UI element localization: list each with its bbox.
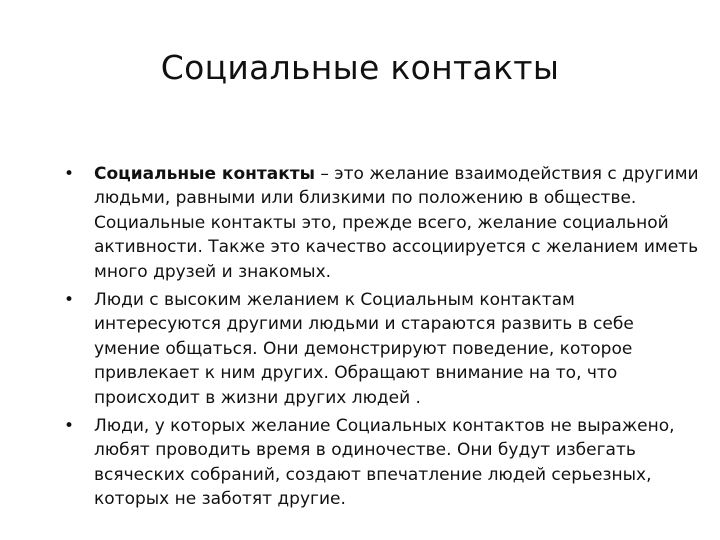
bullet-text-1: – это желание взаимодействия с другими людьми, равными или близкими по положению в обществе. Социальные контакты это, прежде всего, желание социальной активности. Также это качество ассоциируется с желанием иметь много друзей и знакомых. — [94, 164, 699, 282]
bullet-icon: • — [64, 290, 75, 311]
bullet-item-1 — [64, 162, 704, 284]
bullet-item-2 — [64, 288, 704, 410]
bullet-text-3: Люди, у которых желание Социальных контактов не выражено, любят проводить время в одиночестве. Они будут избегать всяческих собраний, создают впечатление людей серьезных, которых не заботят другие. — [94, 416, 675, 510]
bullet-item-3 — [64, 414, 704, 512]
bullet-text-2: Люди с высоким желанием к Социальным контактам интересуются другими людьми и стараются развить в себе умение общаться. Они демонстрируют поведение, которое привлекает к ним других. Обращают внимание на то, что происходит в жизни других людей . — [94, 290, 634, 408]
bullet-term: Социальные контакты — [94, 164, 315, 184]
bullet-icon: • — [64, 164, 75, 184]
bullet-list — [64, 162, 704, 512]
bullet-icon: • — [64, 416, 75, 437]
slide-title: Социальные контакты — [160, 48, 560, 87]
